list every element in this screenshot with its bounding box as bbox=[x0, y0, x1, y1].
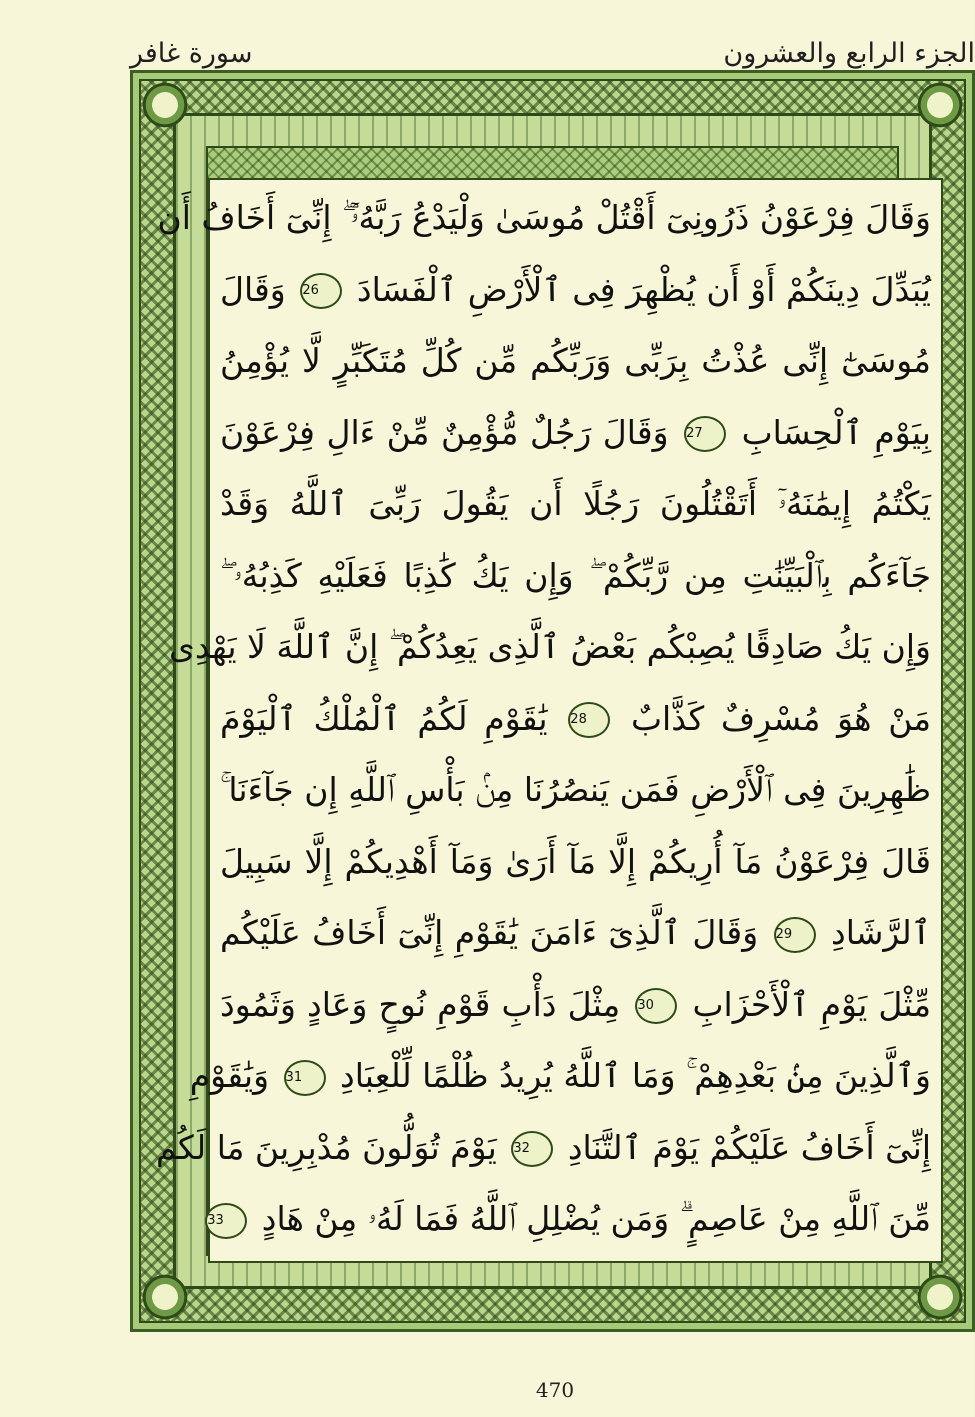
verse-text-after-marker: مِثْلَ دَأْبِ قَوْمِ نُوحٍ وَعَادٍ وَثَمُودَ bbox=[220, 984, 621, 1024]
verse-line bbox=[212, 683, 939, 755]
verse-text: مُوسَىٰٓ إِنِّى عُذْتُ بِرَبِّى وَرَبِّكُم مِّن كُلِّ مُتَكَبِّرٍ لَّا يُؤْمِنُ bbox=[220, 341, 931, 380]
verse-line bbox=[157, 182, 939, 254]
verse-text: يَكْتُمُ إِيمَٰنَهُۥٓ أَتَقْتُلُونَ رَجُلًا أَن يَقُولَ رَبِّىَ ٱللَّهُ وَقَدْ bbox=[220, 484, 931, 523]
verse-line bbox=[155, 1112, 939, 1184]
verse-line bbox=[212, 897, 939, 969]
verse-line bbox=[212, 468, 939, 540]
verse-text-after-marker: وَيَٰقَوْمِ bbox=[189, 1056, 270, 1095]
verse-text: وَٱلَّذِينَ مِنۢ بَعْدِهِمْ ۚ وَمَا ٱللَّهُ يُرِيدُ ظُلْمًا لِّلْعِبَادِ bbox=[340, 1056, 931, 1095]
verse-line bbox=[212, 254, 939, 326]
verse-text-after-marker: يَوْمَ تُوَلُّونَ مُدْبِرِينَ مَا لَكُم bbox=[155, 1127, 497, 1167]
verse-text: وَإِن يَكُ صَادِقًا يُصِبْكُم بَعْضُ ٱلَّذِى يَعِدُكُمْ ۖ إِنَّ ٱللَّهَ لَا يَهْدِى bbox=[169, 627, 931, 666]
verse-text: جَآءَكُم بِٱلْبَيِّنَٰتِ مِن رَّبِّكُمْ ۖ وَإِن يَكُ كَٰذِبًا فَعَلَيْهِ كَذِبُهُۥ ۖ bbox=[220, 555, 931, 595]
verse-text: وَقَالَ فِرْعَوْنُ ذَرُونِىٓ أَقْتُلْ مُوسَىٰ وَلْيَدْعُ رَبَّهُۥٓ ۖ إِنِّىٓ أَخَافُ أَن bbox=[157, 198, 931, 237]
verse-text: مِّثْلَ يَوْمِ ٱلْأَحْزَابِ bbox=[692, 984, 931, 1024]
verse-lines bbox=[155, 182, 939, 1255]
verse-line bbox=[212, 754, 939, 826]
page-number: 470 bbox=[535, 1378, 575, 1402]
ayah-number-marker: 31 bbox=[284, 1060, 326, 1096]
verse-text-after-marker: يَٰقَوْمِ لَكُمُ ٱلْمُلْكُ ٱلْيَوْمَ bbox=[220, 698, 548, 738]
verse-text-after-marker: وَقَالَ ٱلَّذِىٓ ءَامَنَ يَٰقَوْمِ إِنِّىٓ أَخَافُ عَلَيْكُم bbox=[220, 913, 759, 952]
verse-line bbox=[212, 325, 939, 397]
ayah-number-marker: 28 bbox=[568, 702, 610, 738]
verse-text: يُبَدِّلَ دِينَكُمْ أَوْ أَن يُظْهِرَ فِى ٱلْأَرْضِ ٱلْفَسَادَ bbox=[356, 269, 931, 309]
verse-text: قَالَ فِرْعَوْنُ مَآ أُرِيكُمْ إِلَّا مَآ أَرَىٰ وَمَآ أَهْدِيكُمْ إِلَّا سَبِيلَ bbox=[220, 841, 931, 881]
juz-title: الجزء الرابع والعشرون bbox=[723, 38, 975, 69]
verse-text: ٱلرَّشَادِ bbox=[831, 913, 931, 952]
corner-ornament-icon bbox=[910, 1267, 970, 1327]
verse-line bbox=[189, 1040, 939, 1112]
verse-text: مَنْ هُوَ مُسْرِفٌ كَذَّابٌ bbox=[630, 698, 931, 738]
verse-line bbox=[169, 611, 939, 683]
verse-text: بِيَوْمِ ٱلْحِسَابِ bbox=[741, 412, 931, 452]
verse-text: إِنِّىٓ أَخَافُ عَلَيْكُمْ يَوْمَ ٱلتَّنَادِ bbox=[567, 1127, 931, 1167]
ayah-number-marker: 26 bbox=[300, 273, 342, 309]
verse-text-after-marker: وَقَالَ bbox=[220, 269, 286, 309]
verse-text: مِّنَ ٱللَّهِ مِنْ عَاصِمٍ ۗ وَمَن يُضْلِلِ ٱللَّهُ فَمَا لَهُۥ مِنْ هَادٍ bbox=[261, 1199, 931, 1238]
ayah-number-marker: 27 bbox=[684, 416, 726, 452]
surah-title: سورة غافر bbox=[130, 38, 253, 69]
ayah-number-marker: 29 bbox=[774, 917, 816, 953]
corner-ornament-icon bbox=[135, 75, 195, 135]
verse-line bbox=[212, 540, 939, 612]
verse-text-after-marker: وَقَالَ رَجُلٌ مُّؤْمِنٌ مِّنْ ءَالِ فِرْعَوْنَ bbox=[220, 412, 669, 452]
ayah-number-marker: 33 bbox=[205, 1203, 247, 1239]
ayah-number-marker: 32 bbox=[511, 1131, 553, 1167]
verse-line bbox=[212, 826, 939, 898]
verse-line bbox=[207, 1183, 939, 1255]
corner-ornament-icon bbox=[910, 75, 970, 135]
verse-line bbox=[212, 969, 939, 1041]
ayah-number-marker: 30 bbox=[635, 988, 677, 1024]
verse-line bbox=[212, 397, 939, 469]
corner-ornament-icon bbox=[135, 1267, 195, 1327]
verse-text: ظَٰهِرِينَ فِى ٱلْأَرْضِ فَمَن يَنصُرُنَا مِنۢ بَأْسِ ٱللَّهِ إِن جَآءَنَا ۚ bbox=[220, 770, 931, 809]
